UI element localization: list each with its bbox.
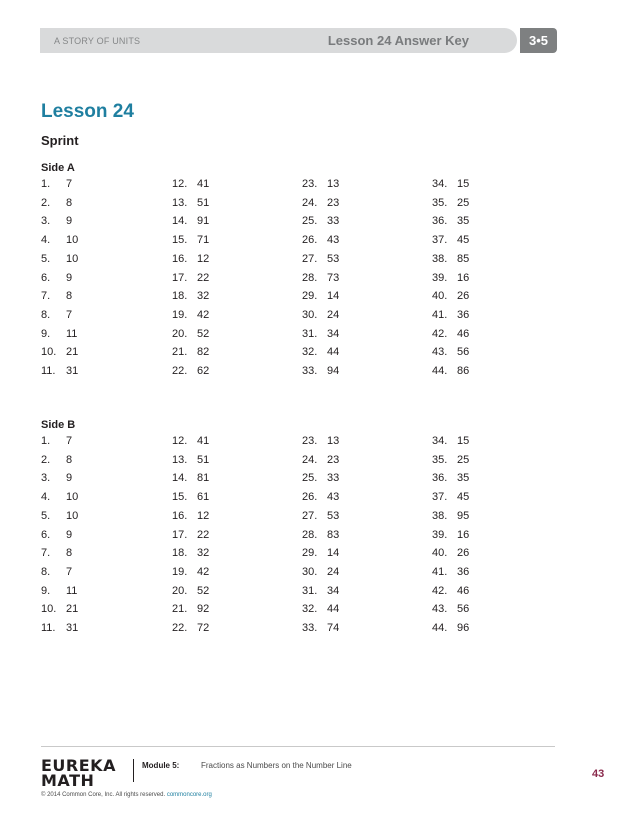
problem-number: 11. <box>41 365 56 377</box>
answer-item <box>172 491 282 510</box>
answer-value: 71 <box>197 234 210 247</box>
answer-item <box>302 290 412 309</box>
copyright-link[interactable]: commoncore.org <box>166 792 212 798</box>
problem-number: 4. <box>41 491 51 504</box>
problem-number: 27. <box>302 509 318 522</box>
answer-value: 32 <box>197 290 210 303</box>
answer-value: 61 <box>197 491 210 504</box>
answer-item <box>432 435 542 454</box>
answer-item <box>41 346 151 365</box>
problem-number: 42. <box>432 584 448 597</box>
problem-number: 15. <box>172 491 188 504</box>
problem-number: 31. <box>302 584 318 597</box>
answer-value: 24 <box>327 565 340 578</box>
answer-value: 51 <box>197 453 210 466</box>
answer-item <box>41 328 151 347</box>
answer-value: 33 <box>327 472 340 485</box>
problem-number: 7. <box>41 290 51 303</box>
answer-item <box>172 346 282 365</box>
answer-value: 8 <box>66 196 73 209</box>
problem-number: 7. <box>41 547 51 560</box>
answer-item <box>432 178 542 197</box>
answer-value: 11 <box>66 327 78 340</box>
answer-item <box>172 272 282 291</box>
answer-item <box>302 547 412 566</box>
answer-value: 73 <box>327 271 340 284</box>
problem-number: 27. <box>302 252 318 265</box>
problem-number: 4. <box>41 234 51 247</box>
answer-value: 52 <box>197 584 210 597</box>
answer-item <box>41 435 151 454</box>
answer-item <box>432 622 542 641</box>
answer-value: 31 <box>66 622 79 634</box>
answer-item <box>41 234 151 253</box>
answer-item <box>172 529 282 548</box>
problem-number: 43. <box>432 346 448 359</box>
problem-number: 13. <box>172 196 188 209</box>
answer-item <box>172 566 282 585</box>
answer-value: 7 <box>66 308 73 321</box>
problem-number: 15. <box>172 234 188 247</box>
answer-value: 23 <box>327 453 340 466</box>
answer-item <box>172 234 282 253</box>
answer-value: 13 <box>327 435 340 447</box>
answer-item <box>41 365 151 384</box>
logo-line-2: MATH <box>41 771 95 790</box>
problem-number: 28. <box>302 271 318 284</box>
problem-number: 37. <box>432 234 448 247</box>
answer-item <box>172 435 282 454</box>
answer-value: 9 <box>66 215 73 228</box>
answer-value: 7 <box>66 435 73 447</box>
answer-value: 7 <box>66 178 73 190</box>
footer-divider <box>41 746 555 747</box>
answer-value: 45 <box>457 234 470 247</box>
answer-value: 74 <box>327 622 340 634</box>
answer-value: 34 <box>327 327 340 340</box>
answer-value: 31 <box>66 365 79 377</box>
answer-value: 52 <box>197 327 210 340</box>
problem-number: 6. <box>41 271 51 284</box>
page-header <box>40 28 557 53</box>
problem-number: 19. <box>172 565 188 578</box>
answer-value: 10 <box>66 234 79 247</box>
answer-value: 10 <box>66 252 79 265</box>
answer-item <box>41 253 151 272</box>
answer-item <box>41 272 151 291</box>
problem-number: 30. <box>302 565 318 578</box>
answer-item <box>432 365 542 384</box>
problem-number: 32. <box>302 346 318 359</box>
problem-number: 22. <box>172 622 188 634</box>
answer-value: 46 <box>457 327 470 340</box>
problem-number: 43. <box>432 603 448 616</box>
problem-number: 44. <box>432 622 448 634</box>
answer-item <box>302 272 412 291</box>
answer-item <box>302 346 412 365</box>
series-title: A STORY OF UNITS <box>54 36 141 46</box>
answer-item <box>172 454 282 473</box>
answer-value: 41 <box>197 178 210 190</box>
answer-value: 86 <box>457 365 470 377</box>
answer-item <box>302 529 412 548</box>
problem-number: 16. <box>172 509 188 522</box>
problem-number: 18. <box>172 290 188 303</box>
copyright-text: © 2014 Common Core, Inc. All rights reserved. <box>41 792 166 798</box>
answer-item <box>432 510 542 529</box>
answer-value: 56 <box>457 603 470 616</box>
answer-value: 53 <box>327 252 340 265</box>
answer-item <box>172 547 282 566</box>
problem-number: 40. <box>432 547 448 560</box>
problem-number: 5. <box>41 509 51 522</box>
answer-value: 9 <box>66 472 73 485</box>
answer-value: 7 <box>66 565 73 578</box>
problem-number: 41. <box>432 565 448 578</box>
answer-value: 43 <box>327 234 340 247</box>
answer-value: 72 <box>197 622 210 634</box>
answer-value: 24 <box>327 308 340 321</box>
answer-value: 41 <box>197 435 210 447</box>
answer-item <box>172 585 282 604</box>
problem-number: 24. <box>302 453 318 466</box>
problem-number: 37. <box>432 491 448 504</box>
answer-item <box>302 566 412 585</box>
answer-item <box>172 622 282 641</box>
answer-value: 81 <box>197 472 210 485</box>
eureka-math-logo <box>41 756 116 790</box>
answer-item <box>432 197 542 216</box>
problem-number: 3. <box>41 215 51 228</box>
answer-value: 9 <box>66 528 73 541</box>
answer-value: 42 <box>197 308 210 321</box>
answer-value: 8 <box>66 547 73 560</box>
answer-item <box>302 197 412 216</box>
answer-item <box>41 585 151 604</box>
answer-item <box>302 253 412 272</box>
answer-item <box>172 215 282 234</box>
answer-item <box>41 215 151 234</box>
problem-number: 16. <box>172 252 188 265</box>
answer-value: 51 <box>197 196 210 209</box>
problem-number: 17. <box>172 528 188 541</box>
answer-item <box>41 454 151 473</box>
answer-item <box>172 603 282 622</box>
answer-item <box>302 178 412 197</box>
answer-item <box>432 566 542 585</box>
problem-number: 9. <box>41 327 51 340</box>
problem-number: 36. <box>432 215 448 228</box>
answer-value: 26 <box>457 547 470 560</box>
answer-value: 13 <box>327 178 340 190</box>
answer-value: 25 <box>457 196 470 209</box>
problem-number: 23. <box>302 178 318 190</box>
footer-vertical-divider <box>133 759 134 782</box>
problem-number: 29. <box>302 290 318 303</box>
answer-item <box>432 290 542 309</box>
answer-value: 10 <box>66 491 79 504</box>
problem-number: 14. <box>172 215 188 228</box>
side-a-label: Side A <box>41 162 75 174</box>
answer-value: 21 <box>66 603 79 616</box>
answer-value: 91 <box>197 215 210 228</box>
answer-item <box>302 603 412 622</box>
answer-value: 22 <box>197 528 210 541</box>
answer-value: 44 <box>327 346 340 359</box>
answer-value: 96 <box>457 622 470 634</box>
lesson-title: Lesson 24 <box>41 101 134 122</box>
answer-value: 95 <box>457 509 470 522</box>
answer-item <box>432 585 542 604</box>
answer-item <box>432 603 542 622</box>
problem-number: 8. <box>41 565 51 578</box>
problem-number: 35. <box>432 196 448 209</box>
answer-item <box>432 529 542 548</box>
problem-number: 26. <box>302 234 318 247</box>
answer-item <box>41 309 151 328</box>
problem-number: 30. <box>302 308 318 321</box>
answer-item <box>432 547 542 566</box>
answer-value: 92 <box>197 603 210 616</box>
problem-number: 21. <box>172 603 188 616</box>
logo-line-1: EUREKA <box>41 756 116 775</box>
problem-number: 8. <box>41 308 51 321</box>
problem-number: 33. <box>302 622 318 634</box>
problem-number: 34. <box>432 178 448 190</box>
answer-item <box>41 472 151 491</box>
problem-number: 25. <box>302 472 318 485</box>
answer-item <box>432 272 542 291</box>
problem-number: 44. <box>432 365 448 377</box>
problem-number: 28. <box>302 528 318 541</box>
answer-item <box>41 510 151 529</box>
answer-value: 23 <box>327 196 340 209</box>
problem-number: 12. <box>172 435 188 447</box>
answer-item <box>172 290 282 309</box>
answer-value: 12 <box>197 252 210 265</box>
answer-value: 15 <box>457 435 470 447</box>
problem-number: 1. <box>41 435 51 447</box>
problem-number: 26. <box>302 491 318 504</box>
answer-value: 33 <box>327 215 340 228</box>
answer-value: 8 <box>66 453 73 466</box>
problem-number: 25. <box>302 215 318 228</box>
problem-number: 22. <box>172 365 188 377</box>
answer-value: 34 <box>327 584 340 597</box>
problem-number: 17. <box>172 271 188 284</box>
answer-item <box>172 197 282 216</box>
answer-item <box>41 290 151 309</box>
problem-number: 39. <box>432 528 448 541</box>
answer-item <box>302 491 412 510</box>
answer-value: 16 <box>457 271 470 284</box>
problem-number: 14. <box>172 472 188 485</box>
answer-value: 16 <box>457 528 470 541</box>
answer-item <box>41 178 151 197</box>
problem-number: 41. <box>432 308 448 321</box>
answer-item <box>41 529 151 548</box>
answer-item <box>302 365 412 384</box>
answer-value: 11 <box>66 584 78 597</box>
problem-number: 31. <box>302 327 318 340</box>
answer-item <box>41 622 151 641</box>
answer-value: 35 <box>457 215 470 228</box>
problem-number: 2. <box>41 453 51 466</box>
answer-item <box>172 253 282 272</box>
problem-number: 34. <box>432 435 448 447</box>
answer-item <box>302 234 412 253</box>
answer-item <box>432 328 542 347</box>
answer-value: 62 <box>197 365 210 377</box>
answer-value: 53 <box>327 509 340 522</box>
problem-number: 19. <box>172 308 188 321</box>
answer-value: 22 <box>197 271 210 284</box>
problem-number: 39. <box>432 271 448 284</box>
answer-item <box>302 328 412 347</box>
answer-value: 83 <box>327 528 340 541</box>
answer-item <box>172 510 282 529</box>
problem-number: 10. <box>41 346 57 359</box>
problem-number: 42. <box>432 327 448 340</box>
answer-value: 35 <box>457 472 470 485</box>
answer-value: 21 <box>66 346 79 359</box>
answer-item <box>302 309 412 328</box>
answer-value: 12 <box>197 509 210 522</box>
answer-item <box>432 215 542 234</box>
page-number: 43 <box>592 768 605 780</box>
answer-value: 9 <box>66 271 73 284</box>
problem-number: 3. <box>41 472 51 485</box>
problem-number: 24. <box>302 196 318 209</box>
answer-key-title: Lesson 24 Answer Key <box>327 33 469 48</box>
answer-value: 56 <box>457 346 470 359</box>
answer-item <box>41 491 151 510</box>
answer-value: 44 <box>327 603 340 616</box>
answer-value: 8 <box>66 290 73 303</box>
header-bar <box>40 28 517 53</box>
answer-value: 45 <box>457 491 470 504</box>
side-b-label: Side B <box>41 419 76 431</box>
answer-value: 85 <box>457 252 470 265</box>
module-title: Fractions as Numbers on the Number Line <box>201 761 352 770</box>
answer-value: 26 <box>457 290 470 303</box>
answer-value: 36 <box>457 565 470 578</box>
answer-item <box>172 309 282 328</box>
problem-number: 2. <box>41 196 51 209</box>
answer-value: 14 <box>327 290 340 303</box>
answer-item <box>432 491 542 510</box>
answer-item <box>302 472 412 491</box>
answer-value: 82 <box>197 346 210 359</box>
problem-number: 20. <box>172 584 188 597</box>
problem-number: 5. <box>41 252 51 265</box>
answer-value: 15 <box>457 178 470 190</box>
problem-number: 33. <box>302 365 318 377</box>
answer-value: 14 <box>327 547 340 560</box>
problem-number: 35. <box>432 453 448 466</box>
problem-number: 38. <box>432 252 448 265</box>
answer-item <box>302 585 412 604</box>
problem-number: 13. <box>172 453 188 466</box>
problem-number: 18. <box>172 547 188 560</box>
answer-item <box>302 435 412 454</box>
problem-number: 20. <box>172 327 188 340</box>
answer-value: 46 <box>457 584 470 597</box>
answer-item <box>41 197 151 216</box>
answer-item <box>432 309 542 328</box>
problem-number: 21. <box>172 346 188 359</box>
answer-item <box>302 454 412 473</box>
problem-number: 40. <box>432 290 448 303</box>
answer-item <box>302 215 412 234</box>
answer-item <box>172 365 282 384</box>
answer-item <box>41 566 151 585</box>
problem-number: 12. <box>172 178 188 190</box>
answer-item <box>172 472 282 491</box>
answer-value: 32 <box>197 547 210 560</box>
answer-item <box>172 178 282 197</box>
answer-item <box>302 622 412 641</box>
problem-number: 10. <box>41 603 57 616</box>
answer-item <box>432 346 542 365</box>
answer-item <box>432 253 542 272</box>
answer-value: 10 <box>66 509 79 522</box>
answer-value: 94 <box>327 365 340 377</box>
answer-item <box>432 454 542 473</box>
answer-value: 43 <box>327 491 340 504</box>
copyright-notice <box>41 792 212 798</box>
problem-number: 9. <box>41 584 51 597</box>
problem-number: 29. <box>302 547 318 560</box>
problem-number: 6. <box>41 528 51 541</box>
problem-number: 23. <box>302 435 318 447</box>
grade-module-badge: 3•5 <box>520 28 557 53</box>
problem-number: 36. <box>432 472 448 485</box>
answer-item <box>41 547 151 566</box>
answer-item <box>41 603 151 622</box>
problem-number: 38. <box>432 509 448 522</box>
module-label: Module 5: <box>142 761 180 770</box>
problem-number: 32. <box>302 603 318 616</box>
answer-value: 25 <box>457 453 470 466</box>
answer-item <box>432 472 542 491</box>
answer-value: 36 <box>457 308 470 321</box>
section-title: Sprint <box>41 133 79 148</box>
answer-item <box>432 234 542 253</box>
problem-number: 1. <box>41 178 51 190</box>
answer-item <box>302 510 412 529</box>
answer-value: 42 <box>197 565 210 578</box>
problem-number: 11. <box>41 622 56 634</box>
answer-item <box>172 328 282 347</box>
